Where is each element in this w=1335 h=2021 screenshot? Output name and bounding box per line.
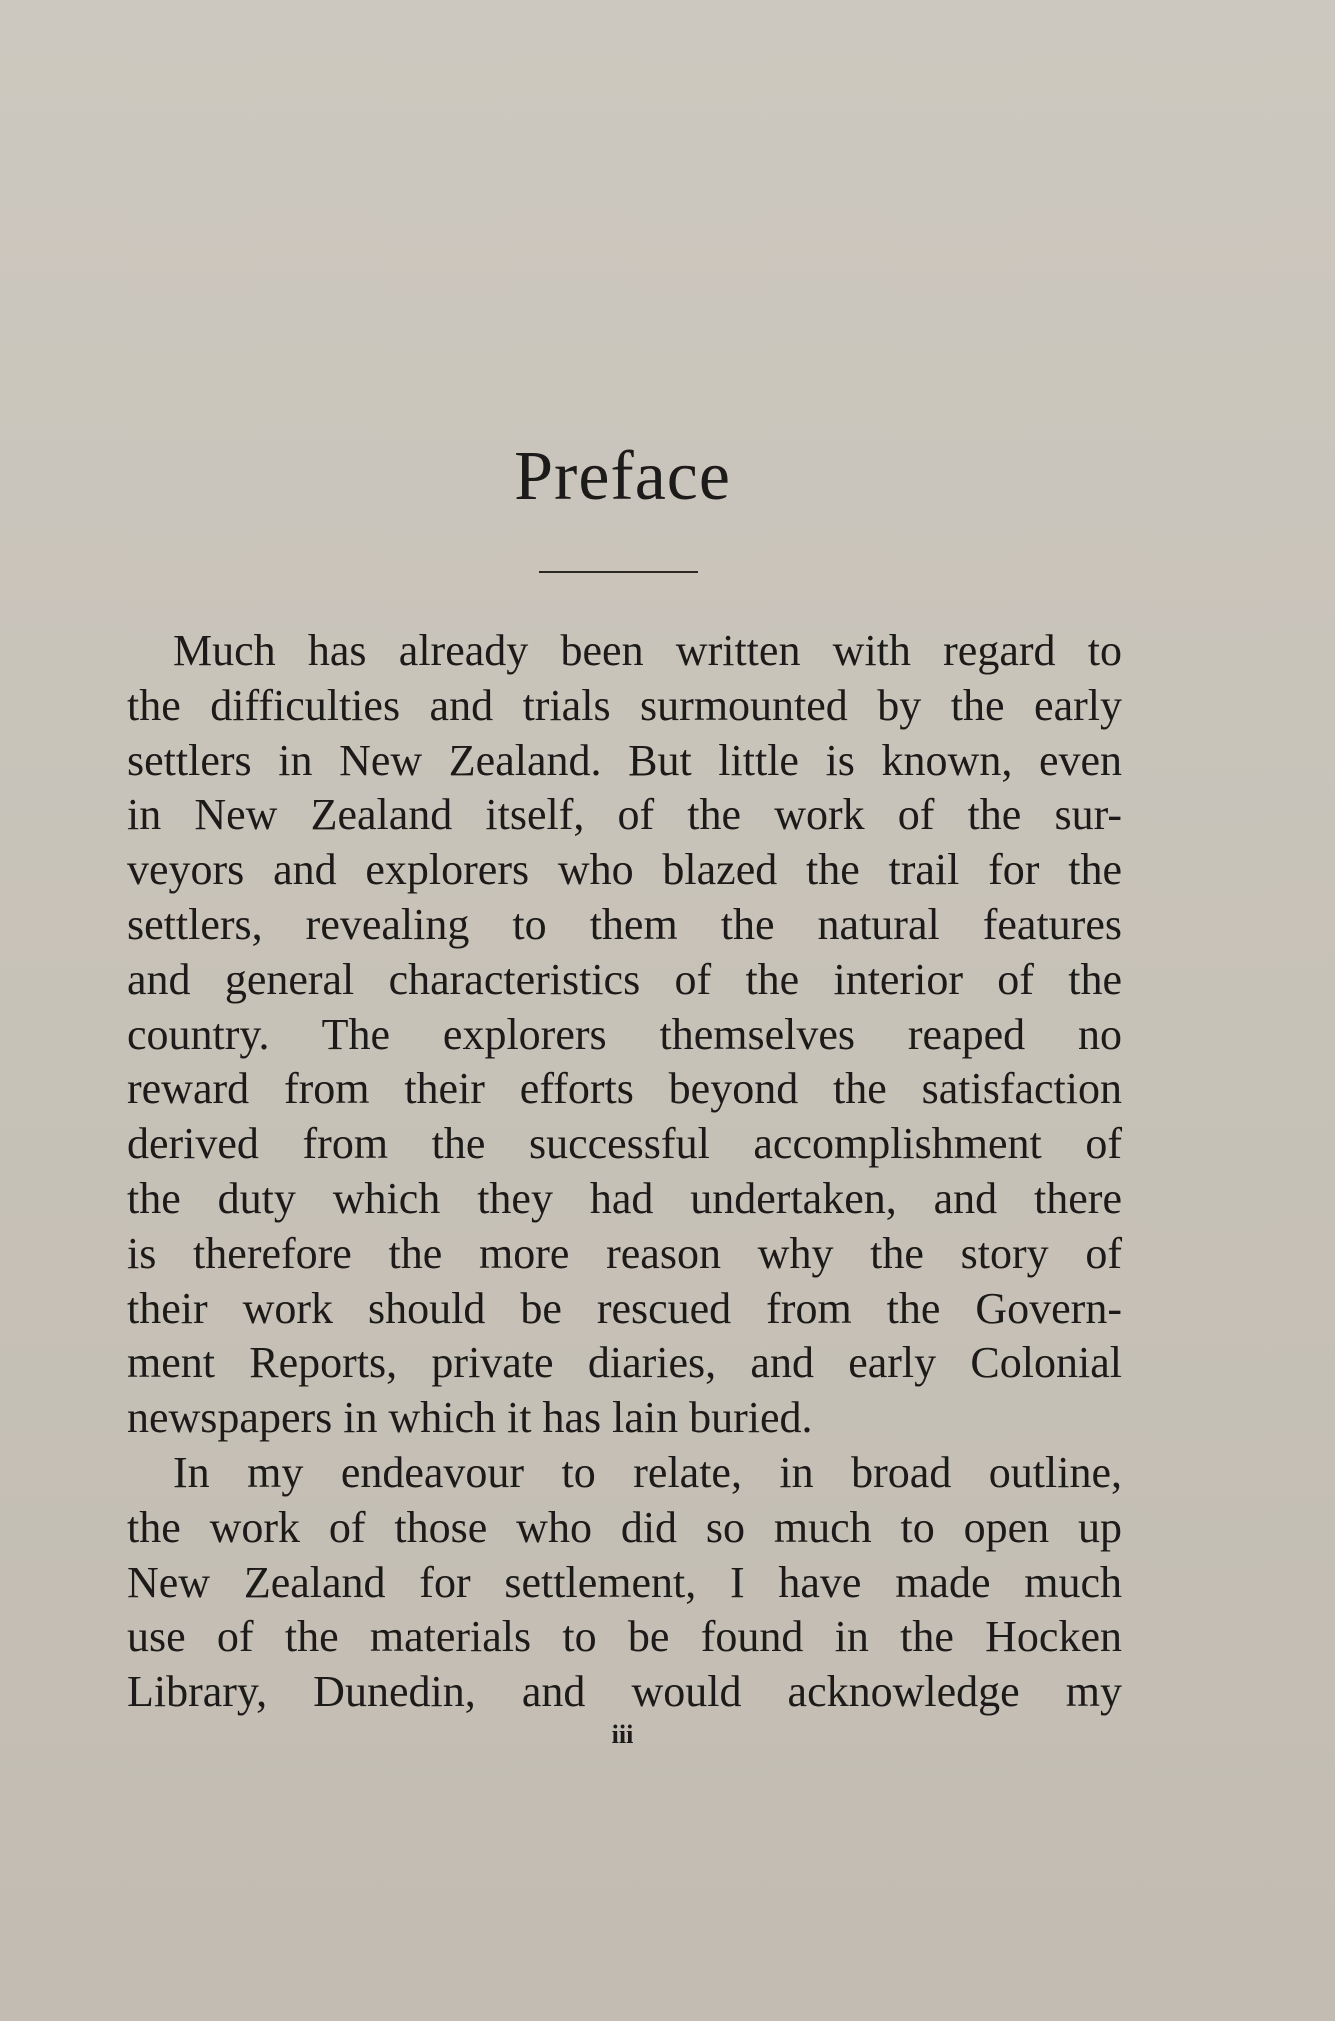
text-line: New Zealand for settlement, I have made much (127, 1557, 1122, 1607)
page-title: Preface (514, 438, 731, 515)
text-line: use of the materials to be found in the Hocken (127, 1612, 1122, 1662)
text-line: their work should be rescued from the Govern- (127, 1283, 1122, 1333)
text-line: newspapers in which it has lain buried. (127, 1393, 813, 1443)
title-divider (539, 571, 698, 573)
text-line: Much has already been written with regard to (173, 626, 1122, 675)
text-line: in New Zealand itself, of the work of the sur- (127, 790, 1122, 840)
text-line: the duty which they had undertaken, and there (127, 1173, 1122, 1223)
text-line: In my endeavour to relate, in broad outline, (173, 1447, 1122, 1497)
text-line: the work of those who did so much to open up (127, 1502, 1122, 1552)
text-line: is therefore the more reason why the story of (127, 1228, 1122, 1278)
text-line: settlers in New Zealand. But little is known, even (127, 735, 1122, 785)
text-line: the difficulties and trials surmounted by the early (127, 680, 1122, 730)
text-line: Library, Dunedin, and would acknowledge my (127, 1667, 1122, 1717)
text-line: ment Reports, private diaries, and early Colonial (127, 1338, 1122, 1388)
text-line: veyors and explorers who blazed the trail for the (127, 845, 1122, 895)
preface-body (127, 624, 1122, 1720)
text-line: country. The explorers themselves reaped no (127, 1009, 1122, 1059)
page-number: iii (611, 1720, 634, 1749)
text-line: derived from the successful accomplishment of (127, 1119, 1122, 1169)
text-line: settlers, revealing to them the natural features (127, 899, 1122, 949)
text-line: and general characteristics of the interior of the (127, 954, 1122, 1004)
text-line: reward from their efforts beyond the satisfaction (127, 1064, 1122, 1114)
